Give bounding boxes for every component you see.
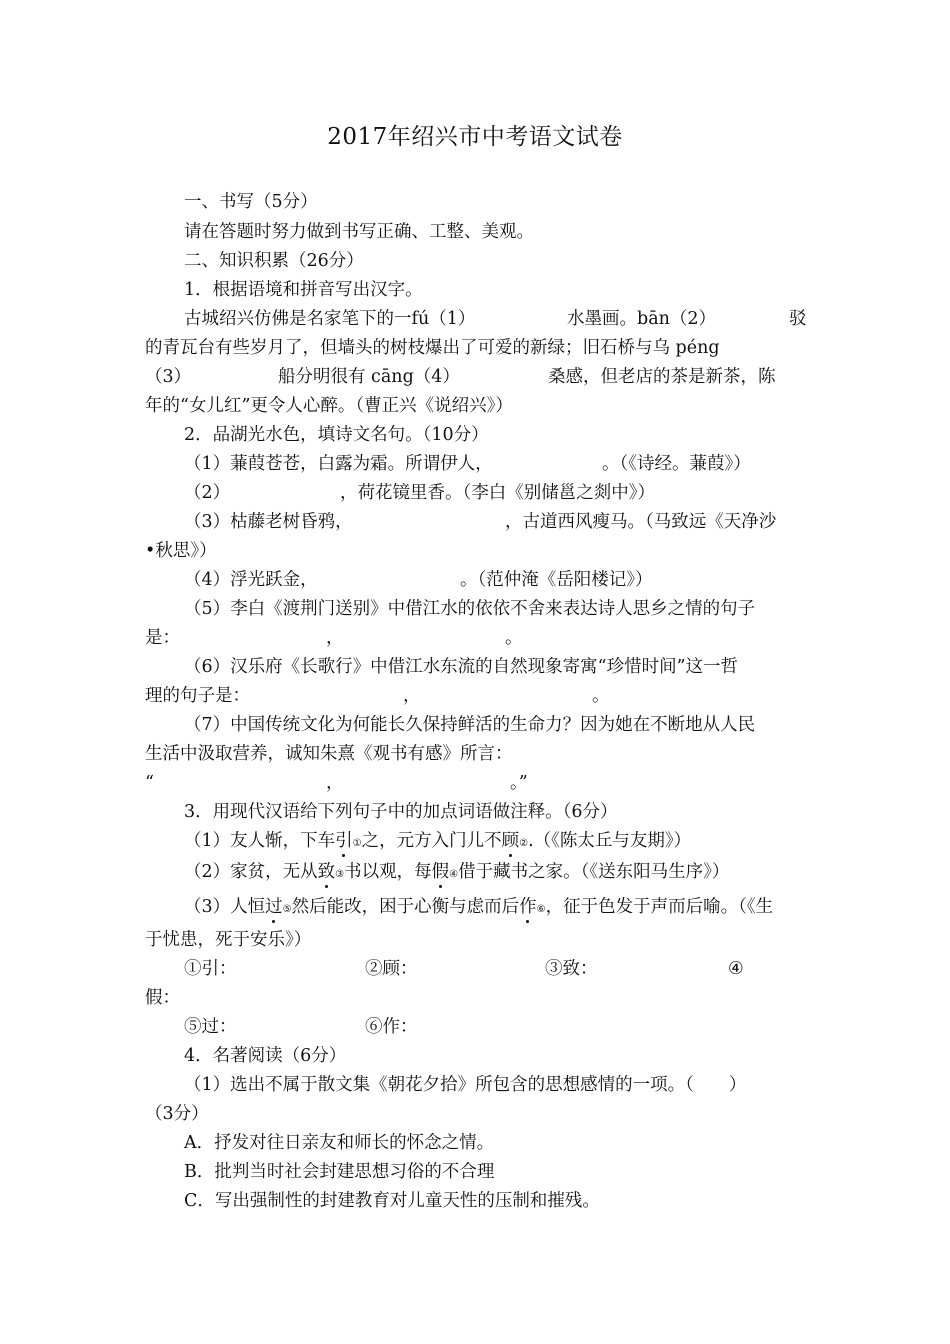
q2-item1-b: 。（《诗经。蒹葭》） [602, 454, 751, 474]
q1-line3-a: （3） [145, 367, 192, 387]
q2-item7-b: 生活中汲取营养，诚知朱熹《观书有感》所言： [145, 744, 513, 764]
q1-line1-a: 古城绍兴仿佛是名家笔下的一fú（1） [184, 309, 476, 329]
option-b: B．批判当时社会封建思想习俗的不合理 [184, 1162, 495, 1182]
option-c: C．写出强制性的封建教育对儿童天性的压制和摧残。 [184, 1191, 600, 1211]
q2-item2-a: （2） [184, 483, 231, 503]
q3-s3-circle1: ⑤ [282, 904, 292, 915]
q3-s1-mid: 之，元方入门儿不 [361, 831, 502, 851]
q3-s1-word1: 引 [335, 831, 353, 851]
q4-item1: （1）选出不属于散文集《朝花夕拾》所包含的思想感情的一项。（ ） [184, 1075, 747, 1095]
answer-2-label: ②顾： [365, 959, 418, 979]
question-2-heading: 2．品湖光水色，填诗文名句。（10分） [184, 425, 489, 445]
q1-line2: 的青瓦台有些岁月了，但墙头的树枝爆出了可爱的新绿；旧石桥与乌 péng [145, 338, 720, 358]
q3-s2-post: 借于藏书之家。（《送东阳马生序》） [458, 862, 730, 882]
answer-4-label: ④ [728, 959, 744, 979]
q3-s3-word1: 过 [265, 897, 283, 917]
section-2-heading: 二、知识积累（26分） [184, 251, 364, 271]
q2-item5-b: 是： [145, 628, 180, 648]
q3-s2-pre: （2）家贫，无从 [184, 862, 318, 882]
q3-s2-circle2: ④ [449, 869, 459, 880]
answer-5-label: ⑤过： [184, 1017, 237, 1037]
question-3-heading: 3．用现代汉语给下列句子中的加点词语做注释。（6分） [184, 802, 618, 822]
q1-line3-c: 桑感，但老店的茶是新茶，陈 [548, 367, 776, 387]
question-4-heading: 4．名著阅读（6分） [184, 1046, 347, 1066]
q2-item5-c: ， [326, 628, 344, 648]
q2-item1-a: （1）蒹葭苍苍，白露为霜。所谓伊人， [184, 454, 493, 474]
answer-1-label: ①引： [184, 959, 237, 979]
q2-item6-c: ， [403, 686, 421, 706]
q3-s1-circle2: ② [519, 838, 529, 849]
q2-item4-b: 。（范仲淹《岳阳楼记》） [460, 570, 653, 590]
q2-item4-a: （4）浮光跃金， [184, 570, 318, 590]
option-a: A．抒发对往日亲友和师长的怀念之情。 [184, 1133, 495, 1153]
q3-s1-pre: （1）友人惭，下车 [184, 831, 336, 851]
answer-6-label: ⑥作： [365, 1017, 418, 1037]
q1-line1-b: 水墨画。bān（2） [567, 309, 717, 329]
q2-item3-b: ，古道西风瘦马。（马致远《天净沙 [505, 512, 777, 532]
q2-item6-d: 。 [592, 686, 610, 706]
q2-item7-e: 。” [510, 773, 528, 793]
q2-item7-c: “ [145, 773, 154, 793]
q1-line1-c: 驳 [789, 309, 807, 329]
q2-item7-a: （7）中国传统文化为何能长久保持鲜活的生命力？因为她在不断地从人民 [184, 715, 756, 735]
q3-s1-post: .（《陈太丘与友期》） [528, 831, 692, 851]
q3-s3-circle2: ⑥ [536, 904, 546, 915]
q2-item3-c: •秋思》） [145, 541, 217, 561]
q3-s3-pre: （3）人恒 [184, 897, 266, 917]
q2-item7-d: ， [326, 773, 344, 793]
q2-item5-d: 。 [505, 628, 523, 648]
q3-s3-word2: 作 [519, 897, 537, 917]
q3-s2-mid: 书以观，每 [344, 862, 432, 882]
q3-s1-circle1: ① [352, 838, 362, 849]
q4-item1-score: （3分） [145, 1104, 209, 1124]
q2-item5-a: （5）李白《渡荆门送别》中借江水的依依不舍来表达诗人思乡之情的句子 [184, 599, 756, 619]
answer-3-label: ③致： [545, 959, 598, 979]
answer-4-label-cont: 假： [145, 988, 180, 1008]
q3-s2-word2: 假 [431, 862, 450, 882]
q3-sentence1 [184, 829, 691, 856]
q3-s2-word1: 致 [317, 862, 336, 882]
q3-sentence2 [184, 860, 729, 887]
q3-sentence3 [184, 895, 773, 922]
q3-s1-word2: 顾 [501, 831, 520, 851]
q2-item3-a: （3）枯藤老树昏鸦， [184, 512, 353, 532]
q1-line3-b: 船分明很有 cāng（4） [278, 367, 460, 387]
page-title: 2017年绍兴市中考语文试卷 [327, 124, 623, 150]
section-1-text: 请在答题时努力做到书写正确、工整、美观。 [184, 222, 534, 242]
q3-s2-circle1: ③ [335, 869, 345, 880]
q3-s3-post: ，征于色发于声而后喻。（《生 [545, 897, 774, 917]
q3-sentence3-cont: 于忧患，死于安乐》） [145, 930, 312, 950]
q3-s3-mid: 然后能改，困于心衡与虑而后 [291, 897, 520, 917]
q1-line4: 年的“女儿红”更令人心醉。（曹正兴《说绍兴》） [145, 396, 513, 416]
q2-item6-a: （6）汉乐府《长歌行》中借江水东流的自然现象寄寓“珍惜时间”这一哲 [184, 657, 739, 677]
q2-item2-b: ，荷花镜里香。（李白《别储邕之剡中》） [340, 483, 655, 503]
question-1-heading: 1．根据语境和拼音写出汉字。 [184, 280, 423, 300]
q2-item6-b: 理的句子是： [145, 686, 250, 706]
section-1-heading: 一、书写（5分） [184, 192, 318, 212]
